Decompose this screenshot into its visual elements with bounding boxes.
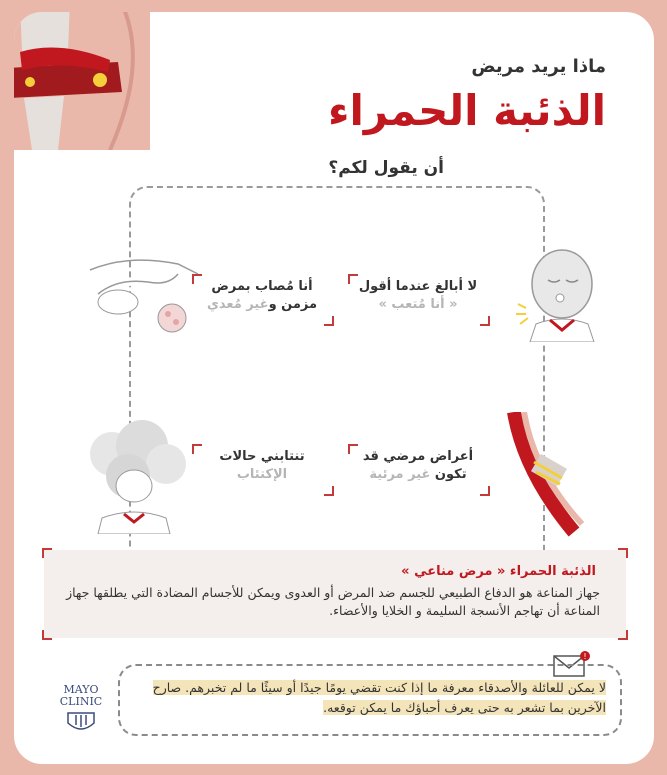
handshake-illustration xyxy=(88,234,208,334)
tired-person-icon xyxy=(514,244,610,342)
bracket-corner xyxy=(480,316,490,326)
bracket-corner xyxy=(618,548,628,558)
info-panel xyxy=(44,550,626,638)
statement-invisible-line2a: تكون xyxy=(430,467,467,482)
knee-joint-illustration xyxy=(14,12,150,150)
infographic-card xyxy=(14,12,654,764)
header-subtitle: ماذا يريد مريض xyxy=(471,56,606,77)
bracket-corner xyxy=(480,486,490,496)
statement-chronic-line2a: مزمن و xyxy=(268,297,318,312)
info-body: جهاز المناعة هو الدفاع الطبيعي للجسم ضد المرض أو العدوى ويمكن للأجسام المضادة التي يطلقها جهاز المناعة أن تهاجم الأنسجة السليمة و الخلايا والأعضاء. xyxy=(66,585,600,618)
inflamed-joint-illustration xyxy=(504,412,594,542)
statement-tired xyxy=(348,274,488,324)
depressed-person-illustration xyxy=(72,414,192,534)
bracket-corner xyxy=(42,548,52,558)
logo-line2: CLINIC xyxy=(59,695,103,708)
statement-depression-line1: تنتابني حالات xyxy=(219,449,305,464)
statement-chronic-line1: أنا مُصاب بمرض xyxy=(211,279,313,294)
mayo-clinic-logo xyxy=(56,684,106,736)
bracket-corner xyxy=(192,444,202,454)
tip-box xyxy=(118,664,622,736)
bracket-corner xyxy=(348,444,358,454)
statement-invisible-line1: أعراض مرضي قد xyxy=(362,449,474,464)
bracket-corner xyxy=(618,630,628,640)
statement-depression xyxy=(192,444,332,494)
bracket-corner xyxy=(42,630,52,640)
tip-text: لا يمكن للعائلة والأصدقاء معرفة ما إذا كنت تقضي يومًا جيدًا أو سيئًا ما لم تخبرهم. صارح الآخرين بما تشعر به حتى يعرف أحباؤك ما يمكن توقعه. xyxy=(152,680,606,715)
statement-invisible xyxy=(348,444,488,494)
bracket-corner xyxy=(348,274,358,284)
statement-tired-line2: « أنا مُتعب » xyxy=(378,297,458,312)
bracket-corner xyxy=(324,486,334,496)
statement-invisible-line2b: غير مرئية xyxy=(369,467,431,482)
statement-chronic xyxy=(192,274,332,324)
envelope-badge: ! xyxy=(583,652,587,661)
bracket-corner xyxy=(324,316,334,326)
shield-icon xyxy=(66,711,96,733)
statement-depression-line2: الإكتئاب xyxy=(236,467,288,482)
tip-body xyxy=(136,678,606,718)
info-heading: الذئبة الحمراء « مرض مناعي » xyxy=(401,564,596,579)
statement-tired-line1: لا أبالغ عندما أقول xyxy=(358,279,478,294)
page-title: الذئبة الحمراء xyxy=(327,86,606,135)
logo-line1: MAYO xyxy=(63,683,99,696)
header-question: أن يقول لكم؟ xyxy=(328,158,444,178)
bracket-corner xyxy=(192,274,202,284)
statement-chronic-line2b: غير مُعدي xyxy=(206,297,269,312)
